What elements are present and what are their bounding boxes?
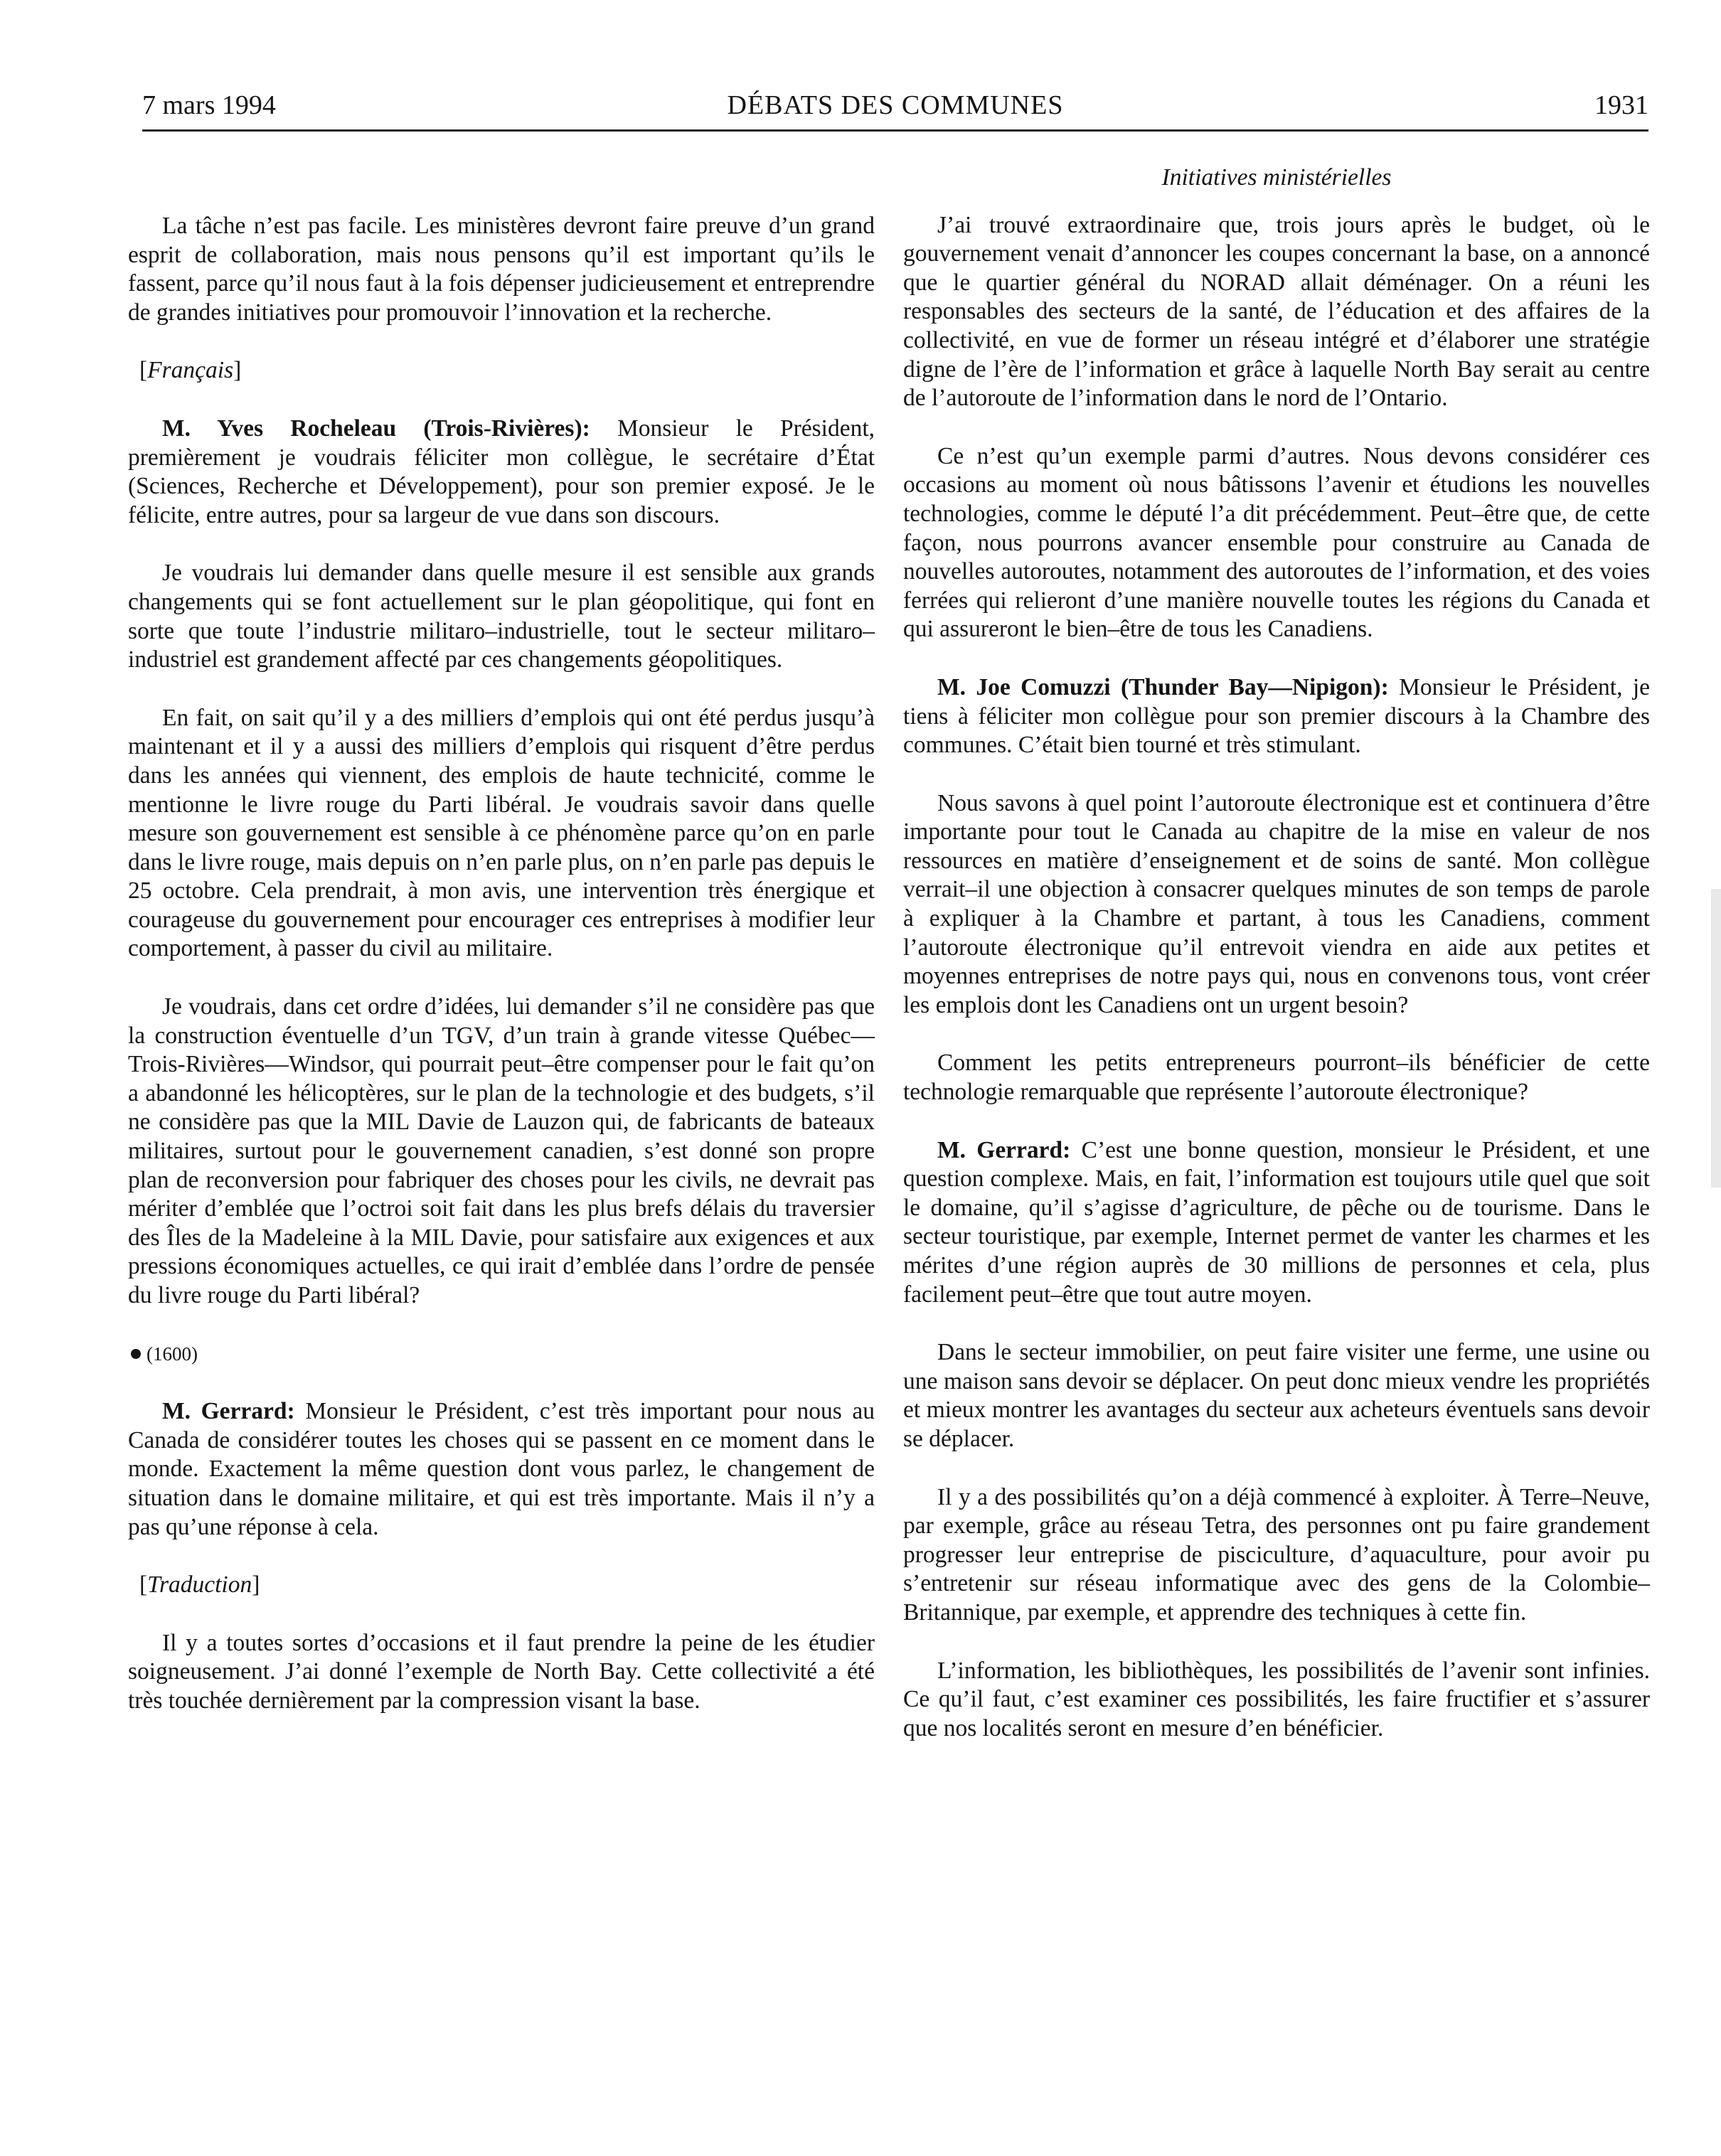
right-paragraph-3 — [903, 673, 1650, 760]
speech-text: Monsieur le Président, je tiens à féliciter mon collègue pour son premier discours à la Chambre des communes. C’était bien tourné et très stimulant. — [903, 673, 1651, 759]
right-column — [903, 164, 1650, 1743]
speaker-name-gerrard: M. Gerrard: — [162, 1398, 295, 1425]
bullet-icon — [131, 1349, 141, 1359]
timestamp-marker — [131, 1340, 875, 1369]
page-header — [142, 84, 1648, 132]
right-paragraph-1: J’ai trouvé extraordinaire que, trois jours après le budget, où le gouvernement venait d’annoncer les coupes concernant la base, on a annoncé que le quartier général du NORAD allait déménager. On a réuni les responsables des secteurs de la santé, de l’éducation et des affaires de la collectivité, en vue de former un réseau intégré et d’élaborer une stratégie digne de l’ère de l’information et grâce à laquelle North Bay serait au centre de l’autoroute de l’information dans le nord de l’Ontario. — [903, 211, 1650, 412]
language-marker-label: Traduction — [147, 1571, 252, 1599]
left-paragraph-7: Il y a toutes sortes d’occasions et il faut prendre la peine de les étudier soigneusement. J’ai donné l’exemple de North Bay. Cette collectivité a été très touchée dernièrement par la compression visant la base. — [128, 1629, 875, 1714]
left-paragraph-4: En fait, on sait qu’il y a des milliers d’emplois qui ont été perdus jusqu’à maintenant et il y a aussi des milliers d’emplois qui risquent d’être perdus dans les années qui viennent, des emplois de haute technicité, comme le mentionne le livre rouge du Parti libéral. Je voudrais savoir dans quelle mesure son gouvernement est sensible à ce phénomène parce qu’on en parle dans le livre rouge, mais depuis on n’en parle plus, on n’en parle pas depuis le 25 octobre. Cela prendrait, à mon avis, une intervention très énergique et courageuse du gouvernement pour encourager ces entreprises à modifier leur comportement, à passer du civil au militaire. — [128, 704, 875, 962]
header-date: 7 mars 1994 — [142, 90, 276, 120]
speech-text: Monsieur le Président, premièrement je voudrais féliciter mon collègue, le secrétaire d’État (Sciences, Recherche et Développement), pour son premier exposé. Je le félicite, entre autres, pour sa largeur de vue dans son discours. — [128, 415, 875, 528]
speaker-name-gerrard: M. Gerrard: — [937, 1136, 1071, 1163]
language-marker-francais: [Français] — [139, 357, 242, 384]
right-paragraph-6 — [903, 1136, 1650, 1310]
right-paragraph-9: L’information, les bibliothèques, les possibilités de l’avenir sont infinies. Ce qu’il faut, c’est examiner ces possibilités, les faire fructifier et s’assurer que nos localités seront en mesure d’en bénéficier. — [903, 1657, 1650, 1741]
left-paragraph-2 — [128, 415, 875, 530]
left-column — [128, 212, 875, 1716]
left-paragraph-3: Je voudrais lui demander dans quelle mesure il est sensible aux grands changements qui se font actuellement sur le plan géopolitique, qui font en sorte que toute l’industrie militaro–industrielle, tout le secteur militaro–industriel est grandement affecté par ces changements géopolitiques. — [128, 560, 875, 673]
right-paragraph-7: Dans le secteur immobilier, on peut faire visiter une ferme, une usine ou une maison sans devoir se déplacer. On peut donc mieux vendre les propriétés et mieux montrer les avantages du secteur aux acheteurs éventuels sans devoir se déplacer. — [903, 1339, 1650, 1452]
right-paragraph-2: Ce n’est qu’un exemple parmi d’autres. Nous devons considérer ces occasions au moment où nous bâtissons l’avenir et étudions les nouvelles technologies, comme le député l’a dit précédemment. Peut–être que, de cette façon, nous pourrons avancer ensemble pour construire au Canada de nouvelles autoroutes, notamment des autoroutes de l’information, et des voies ferrées qui relieront d’une manière nouvelle toutes les régions du Canada et qui assureront le bien–être de tous les Canadiens. — [903, 442, 1650, 643]
page-number: 1931 — [1594, 90, 1648, 120]
left-paragraph-5: Je voudrais, dans cet ordre d’idées, lui demander s’il ne considère pas que la construction éventuelle d’un TGV, d’un train à grande vitesse Québec—Trois-Rivières—Windsor, qui pourrait peut–être compenser pour le fait qu’on a abandonné les hélicoptères, sur le plan de la technologie et des budgets, s’il ne considère pas que la MIL Davie de Lauzon qui, de fabricants de bateaux militaires, surtout pour le gouvernement canadien, s’est donné son propre plan de reconversion pour fabriquer des choses pour les civils, ne devrait pas mériter d’emblée que l’octroi soit fait dans les plus brefs délais du traversier des Îles de la Madeleine à la MIL Davie, pour satisfaire aux exigences et aux pressions économiques actuelles, ce qui irait d’emblée dans l’ordre de pensée du livre rouge du Parti libéral? — [128, 993, 875, 1308]
right-paragraph-5: Comment les petits entrepreneurs pourront–ils bénéficier de cette technologie remarquable que représente l’autoroute électronique? — [903, 1050, 1650, 1106]
language-marker-traduction: [Traduction] — [139, 1571, 260, 1599]
right-paragraph-8: Il y a des possibilités qu’on a déjà commencé à exploiter. À Terre–Neuve, par exemple, grâce au réseau Tetra, des personnes ont pu faire grandement progresser leur entreprise de pisciculture, d’aquaculture, pour avoir pu s’entretenir sur réseau informatique avec des gens de la Colombie–Britannique, par exemple, et apprendre des techniques à cette fin. — [903, 1483, 1650, 1626]
scan-edge-shadow — [1711, 889, 1721, 1188]
left-paragraph-1: La tâche n’est pas facile. Les ministères devront faire preuve d’un grand esprit de collaboration, mais nous pensons qu’il est important qu’ils le fassent, parce qu’il nous faut à la fois dépenser judicieusement et entreprendre de grandes initiatives pour promouvoir l’innovation et la recherche. — [128, 213, 875, 326]
speech-text: C’est une bonne question, monsieur le Président, et une question complexe. Mais, en fait, l’information est toujours utile quel que soit le domaine, qu’il s’agisse d’agriculture, de pêche ou de tourisme. Dans le secteur touristique, par exemple, Internet permet de vanter les charmes et les mérites d’une région auprès de 30 millions de personnes et cela, plus facilement peut–être que tout autre moyen. — [903, 1136, 1650, 1308]
speaker-name-rocheleau: M. Yves Rocheleau (Trois-Rivières): — [162, 415, 590, 442]
running-head: Initiatives ministérielles — [1161, 164, 1392, 191]
left-paragraph-6 — [128, 1397, 875, 1542]
speech-text: Monsieur le Président, c’est très important pour nous au Canada de considérer toutes les choses qui se passent en ce moment dans le monde. Exactement la même question dont vous parlez, le changement de situation dans le domaine militaire, et qui est très importante. Mais il n’y a pas qu’une réponse à cela. — [128, 1398, 875, 1540]
right-paragraph-4: Nous savons à quel point l’autoroute électronique est et continuera d’être importante pour tout le Canada au chapitre de la mise en valeur de nos ressources en matière d’enseignement et de soins de santé. Mon collègue verrait–il une objection à consacrer quelques minutes de son temps de parole à expliquer à la Chambre et partant, à tous les Canadiens, comment l’autoroute électronique qu’il entrevoit viendra en aide aux petites et moyennes entreprises de notre pays qui, nous en convenons tous, vont créer les emplois dont les Canadiens ont un urgent besoin? — [903, 789, 1650, 1018]
header-title: DÉBATS DES COMMUNES — [727, 90, 1064, 120]
language-marker-label: Français — [147, 357, 234, 384]
timestamp-text: (1600) — [146, 1343, 198, 1365]
speaker-name-comuzzi: M. Joe Comuzzi (Thunder Bay—Nipigon): — [937, 673, 1389, 700]
